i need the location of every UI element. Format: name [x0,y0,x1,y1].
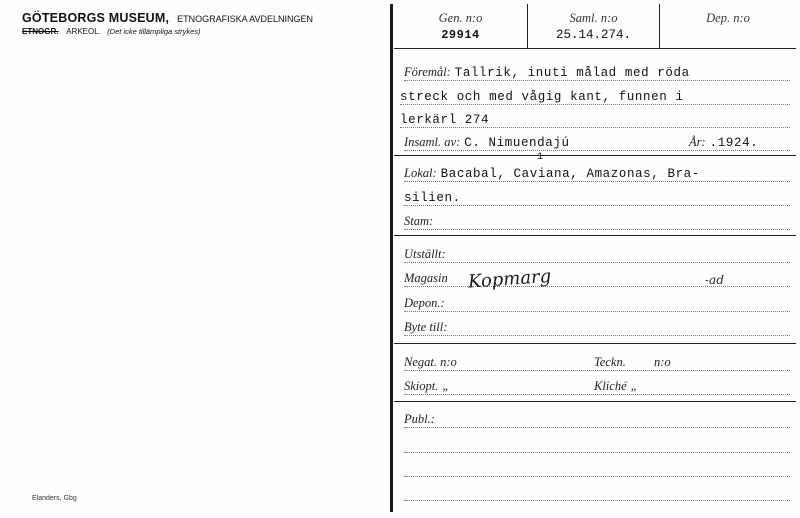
saml-number-cell [528,4,660,48]
publ-line-3 [404,459,790,477]
dep-number-cell [660,4,796,48]
strike-note: (Det icke tillämpliga strykes) [107,27,201,36]
teckn-no-field [654,353,675,371]
department-name: ETNOGRAFISKA AVDELNINGEN [177,14,314,24]
teckn-field [594,353,630,371]
foremal-label: Föremål: [404,65,451,79]
images-rule [394,401,796,402]
magasin-handwriting-right [703,270,753,290]
utstallt-row [404,245,790,263]
lokal-row [404,164,790,182]
foremal-line-2: streck och med vågig kant, funnen i [400,90,684,104]
magasin-label: Magasin [404,271,448,285]
publ-line-4 [404,483,790,501]
gen-number-label: Gen. n:o [438,11,483,25]
kliche-field [594,377,642,395]
struck-etnogr-label: ETNOGR. [22,27,59,36]
lokal-line-1: Bacabal, Caviana, Amazonas, Bra- [440,167,700,181]
teckn-label: Teckn. [594,355,626,369]
kliche-mark: „ [630,379,638,393]
museum-header [22,9,313,27]
lokal-label: Lokal: [404,166,437,180]
header-rule [394,48,796,49]
depon-label: Depon.: [404,296,445,310]
arkeol-label: ARKEOL. [66,27,101,36]
foremal-line-1: Tallrik, inuti målad med röda [454,66,690,80]
publ-row [404,410,790,428]
publ-label: Publ.: [404,412,435,426]
stam-row [404,212,790,230]
foremal-row-2 [400,87,790,105]
gen-number-cell [394,4,528,48]
vertical-divider [390,4,393,512]
stam-label: Stam: [404,214,434,228]
insaml-label: Insaml. av: [404,135,461,149]
svg-text:-ad: -ad [705,273,724,287]
negat-row [404,353,790,371]
dep-number-label: Dep. n:o [706,11,750,25]
byte-till-label: Byte till: [404,320,448,334]
publ-line-2 [404,435,790,453]
foremal-row [404,63,790,81]
foremal-line-3: lerkärl 274 [400,113,490,127]
utstallt-label: Utställt: [404,247,446,261]
lokal-row-2 [404,188,790,206]
foremal-row-3 [400,110,790,128]
department-subheader [22,27,201,36]
year-value: .1924. [709,136,759,150]
negat-label: Negat. n:o [404,355,457,369]
insaml-rule [394,155,796,156]
stam-rule [394,235,796,236]
skiopt-row [404,377,790,395]
insaml-value: C. Nimuendajú [464,136,570,150]
printer-imprint: Elanders, Gbg [32,495,77,502]
lokal-line-2: silien. [404,191,461,205]
svg-text:Kopmarg: Kopmarg [467,265,552,293]
magasin-handwriting [466,265,576,295]
saml-number-label: Saml. n:o [569,11,618,25]
saml-number-value: 25.14.274. [555,28,631,42]
teckn-no-label: n:o [654,355,671,369]
gen-number-value: 29914 [441,28,480,42]
insaml-row [404,133,790,151]
byte-row [404,318,790,336]
kliche-label: Kliché [594,379,627,393]
year-label: År: [689,135,706,149]
year-field [689,133,758,151]
depon-row [404,294,790,312]
museum-name: GÖTEBORGS MUSEUM, [22,11,170,25]
skiopt-label: Skiopt. [404,379,439,393]
storage-rule [394,343,796,344]
skiopt-mark: „ [442,379,450,393]
lokal-superscript: 1 [537,152,544,163]
